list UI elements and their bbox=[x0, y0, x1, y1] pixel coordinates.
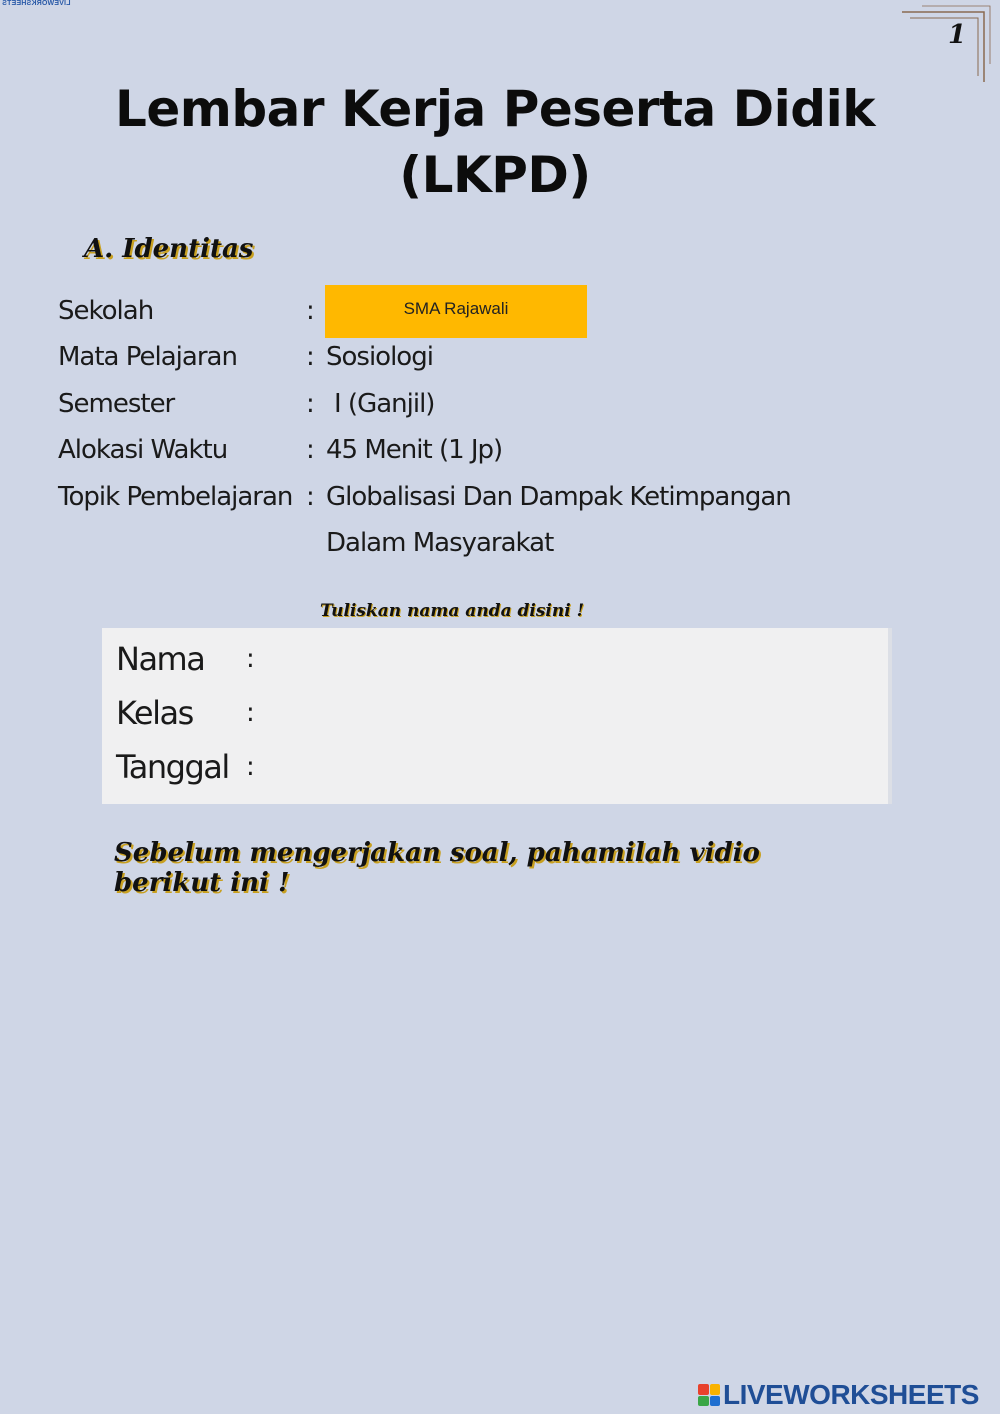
kelas-input[interactable] bbox=[276, 698, 870, 734]
liveworksheets-logo-text: LIVEWORKSHEETS bbox=[723, 1379, 979, 1410]
brand-watermark: LIVEWORKSHEETS bbox=[2, 0, 71, 7]
liveworksheets-logo-icon bbox=[698, 1384, 720, 1406]
field-colon: : bbox=[246, 752, 255, 782]
row-value: 45 Menit (1 Jp) bbox=[326, 435, 503, 465]
tanggal-input[interactable] bbox=[276, 752, 870, 788]
row-value: Sosiologi bbox=[326, 342, 433, 372]
row-value-continued: Dalam Masyarakat bbox=[326, 528, 554, 558]
field-label: Nama bbox=[116, 640, 205, 678]
row-value: I (Ganjil) bbox=[334, 389, 435, 419]
row-label: Sekolah bbox=[58, 296, 154, 326]
student-info-box bbox=[102, 628, 888, 804]
corner-decoration bbox=[902, 4, 992, 84]
row-colon: : bbox=[306, 389, 315, 419]
section-heading-identitas: A. Identitas bbox=[84, 234, 254, 264]
write-name-hint: Tuliskan nama anda disini ! bbox=[320, 601, 585, 621]
page-number: 1 bbox=[948, 20, 967, 50]
field-label: Kelas bbox=[116, 694, 193, 732]
field-label: Tanggal bbox=[116, 748, 229, 786]
page-title-line1: Lembar Kerja Peserta Didik bbox=[115, 80, 875, 138]
field-colon: : bbox=[246, 644, 255, 674]
field-colon: : bbox=[246, 698, 255, 728]
row-colon: : bbox=[306, 435, 315, 465]
liveworksheets-logo[interactable] bbox=[698, 1380, 979, 1410]
row-label: Mata Pelajaran bbox=[58, 342, 237, 372]
nama-input[interactable] bbox=[276, 644, 870, 680]
row-colon: : bbox=[306, 296, 315, 326]
page-title-line2: (LKPD) bbox=[399, 146, 591, 204]
row-value: Globalisasi Dan Dampak Ketimpangan bbox=[326, 482, 791, 512]
row-label: Topik Pembelajaran bbox=[58, 482, 293, 512]
school-answer-box[interactable]: SMA Rajawali bbox=[325, 285, 587, 338]
instruction-text: Sebelum mengerjakan soal, pahamilah vidio berikut ini ! bbox=[114, 838, 760, 898]
row-colon: : bbox=[306, 482, 315, 512]
row-label: Alokasi Waktu bbox=[58, 435, 228, 465]
row-colon: : bbox=[306, 342, 315, 372]
row-label: Semester bbox=[58, 389, 175, 419]
